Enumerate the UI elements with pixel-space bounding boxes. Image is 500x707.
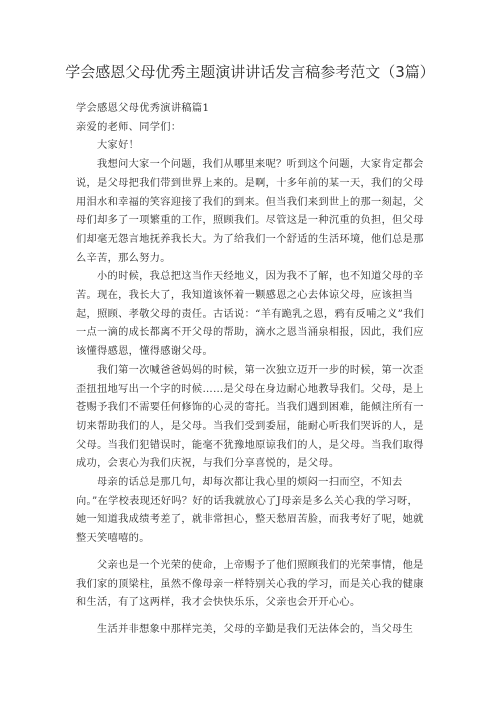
- document-title: 学会感恩父母优秀主题演讲讲话发言稿参考范文（3篇）: [65, 63, 435, 81]
- section-heading: 学会感恩父母优秀演讲稿篇1: [76, 103, 210, 114]
- salutation: 亲爱的老师、同学们：: [76, 121, 182, 133]
- paragraph: 我们第一次喊爸爸妈妈的时候，第一次独立迈开一步的时候，第一次歪歪扭扭地写出一个字的时候……是父母在身边耐心地教导我们。父母，是上苍赐予我们不需要任何修饰的心灵的寄托。当我们遇到困难，能倾注所有一切来帮助我们的人，是父母。当我们受到委屈，能耐心听我们哭诉的人，是父母。当我们犯错误时，能毫不犹豫地原谅我们的人，是父母。当我们取得成功，会衷心为我们庆祝，与我们分享喜悦的，是父母。: [76, 364, 424, 470]
- greeting: 大家好！: [97, 140, 140, 152]
- paragraph: 我想问大家一个问题，我们从哪里来呢？听到这个问题，大家肯定都会说，是父母把我们带到世界上来的。是啊，十多年前的某一天，我们的父母用泪水和幸福的笑容迎接了我们的到来。但当我们来到世上的那一刻起，父母们却多了一项繁重的工作，照顾我们。尽管这是一种沉重的负担，但父母们却毫无怨言地抚养我长大。为了给我们一个舒适的生活环境，他们总是那么辛苦，那么努力。: [76, 159, 424, 264]
- paragraph: 小的时候，我总把这当作天经地义，因为我不了解，也不知道父母的辛苦。现在，我长大了，我知道该怀着一颗感恩之心去体谅父母，应该担当起，照顾、孝敬父母的责任。古话说：“羊有跪乳之恩，鸦有反哺之义”我们一点一滴的成长都离不开父母的帮助，滴水之恩当涌泉相报，因此，我们应该懂得感恩，懂得感谢父母。: [76, 271, 425, 358]
- paragraph: 生活并非想象中那样完美，父母的辛勤是我们无法体会的，当父母生: [97, 623, 414, 635]
- paragraph: 母亲的话总是那几句，却每次都让我心里的烦闷一扫而空，不知去向。”在学校表现还好吗？好的话我就放心了J母亲是多么关心我的学习呀，她一知道我成绩考差了，就非常担心，整天愁眉苦脸，而我考好了呢，她就整天笑嘻嘻的。: [76, 477, 424, 545]
- document-body: [76, 100, 428, 640]
- paragraph: 父亲也是一个光荣的使命，上帝赐予了他们照顾我们的光荣事情，他是我们家的顶梁柱，虽然不像母亲一样特别关心我的学习，而是关心我的健康和生活，有了这两样，我才会快快乐乐，父亲也会开开心心。: [76, 559, 424, 609]
